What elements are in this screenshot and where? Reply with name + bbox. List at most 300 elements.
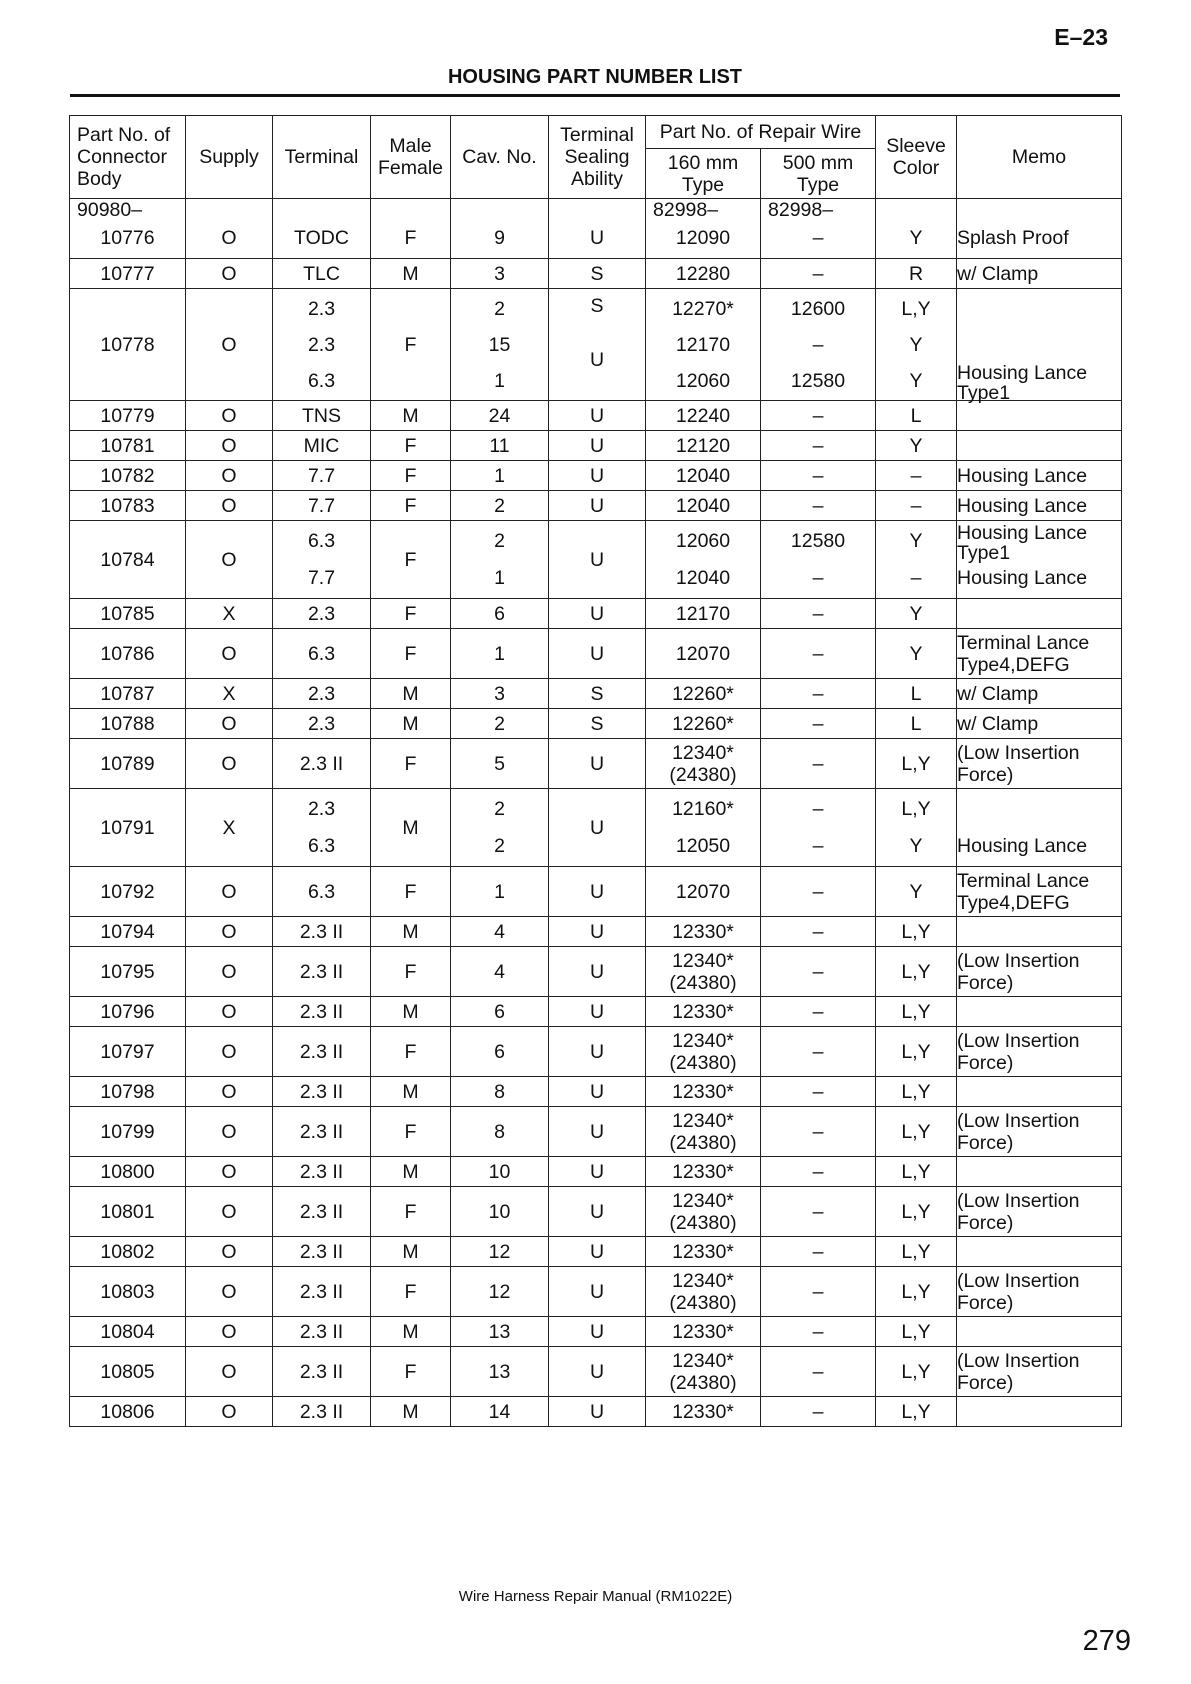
cell-terminal-value: 2.3 II bbox=[299, 1120, 344, 1143]
cell-sealing: U bbox=[549, 1347, 646, 1397]
cell-male-female: F bbox=[371, 1027, 451, 1077]
cell-terminal bbox=[273, 1317, 371, 1347]
cell-supply: O bbox=[186, 521, 273, 599]
header-memo: Memo bbox=[957, 116, 1122, 199]
cell-wire-500 bbox=[761, 917, 876, 947]
cell-wire-160 bbox=[646, 521, 761, 599]
cell-memo bbox=[957, 1027, 1122, 1077]
cell-part-no: 10804 bbox=[70, 1317, 186, 1347]
cell-memo bbox=[957, 401, 1122, 431]
cell-sleeve-value: L,Y bbox=[901, 920, 931, 943]
cell-wire-500-prefix: 82998– bbox=[768, 199, 834, 221]
header-male-female: Male Female bbox=[371, 116, 451, 199]
cell-wire-160-value: 12050 bbox=[675, 834, 731, 857]
cell-terminal-value: 6.3 bbox=[307, 834, 336, 857]
cell-cav-no-value: 14 bbox=[488, 1400, 511, 1423]
cell-memo-value bbox=[957, 327, 1107, 363]
cell-memo-value: Housing Lance bbox=[957, 834, 1088, 857]
cell-terminal-value: MIC bbox=[303, 434, 340, 457]
cell-wire-160 bbox=[646, 599, 761, 629]
cell-part-no: 10788 bbox=[70, 709, 186, 739]
cell-male-female: F bbox=[371, 1187, 451, 1237]
cell-terminal bbox=[273, 739, 371, 789]
cell-cav-no bbox=[451, 739, 549, 789]
cell-wire-160-value: 12040 bbox=[675, 566, 731, 589]
cell-supply: O bbox=[186, 739, 273, 789]
table-row bbox=[70, 1157, 1122, 1187]
cell-sleeve bbox=[876, 599, 957, 629]
cell-sleeve bbox=[876, 1347, 957, 1397]
cell-cav-no-value: 1 bbox=[494, 464, 505, 487]
cell-wire-160 bbox=[646, 917, 761, 947]
cell-sleeve-value: L,Y bbox=[901, 1080, 931, 1103]
cell-cav-no bbox=[451, 1237, 549, 1267]
cell-sealing: U bbox=[549, 947, 646, 997]
cell-sleeve bbox=[876, 521, 957, 599]
cell-supply: O bbox=[186, 629, 273, 679]
cell-wire-500 bbox=[761, 867, 876, 917]
cell-terminal bbox=[273, 1107, 371, 1157]
cell-wire-500-value: – bbox=[812, 1040, 824, 1063]
cell-sleeve-value: L,Y bbox=[901, 1320, 931, 1343]
cell-sleeve bbox=[876, 1267, 957, 1317]
cell-supply: X bbox=[186, 789, 273, 867]
cell-male-female: F bbox=[371, 629, 451, 679]
cell-terminal-value: 2.3 II bbox=[299, 1400, 344, 1423]
cell-wire-500 bbox=[761, 521, 876, 599]
cell-cav-no bbox=[451, 679, 549, 709]
cell-memo-value: Splash Proof bbox=[957, 227, 1069, 249]
cell-sealing: U bbox=[549, 1237, 646, 1267]
cell-cav-no bbox=[451, 431, 549, 461]
cell-male-female: F bbox=[371, 867, 451, 917]
cell-cav-no bbox=[451, 947, 549, 997]
cell-sleeve bbox=[876, 1027, 957, 1077]
cell-sealing: S bbox=[549, 709, 646, 739]
cell-sleeve bbox=[876, 491, 957, 521]
cell-wire-500 bbox=[761, 1237, 876, 1267]
cell-wire-160-value: 12340* (24380) bbox=[669, 1109, 737, 1154]
cell-sleeve bbox=[876, 1107, 957, 1157]
cell-part-no: 10803 bbox=[70, 1267, 186, 1317]
cell-memo bbox=[957, 1267, 1122, 1317]
cell-memo bbox=[957, 629, 1122, 679]
cell-wire-500 bbox=[761, 789, 876, 867]
cell-cav-no-value: 5 bbox=[494, 752, 505, 775]
cell-part-no-value: 10776 bbox=[100, 227, 155, 249]
cell-male-female: F bbox=[371, 461, 451, 491]
cell-terminal-value: 2.3 bbox=[307, 297, 336, 320]
cell-cav-no-value: 11 bbox=[489, 434, 510, 457]
cell-sealing: S bbox=[549, 679, 646, 709]
cell-wire-500-value: – bbox=[812, 1280, 824, 1303]
cell-cav-no-value: 3 bbox=[494, 682, 505, 705]
cell-cav-no-value: 8 bbox=[494, 1080, 505, 1103]
cell-memo bbox=[957, 491, 1122, 521]
cell-male-female: M bbox=[371, 1157, 451, 1187]
cell-terminal-value: 2.3 II bbox=[299, 1200, 344, 1223]
cell-memo bbox=[957, 1077, 1122, 1107]
cell-part-no: 10805 bbox=[70, 1347, 186, 1397]
cell-terminal bbox=[273, 789, 371, 867]
cell-cav-no bbox=[451, 629, 549, 679]
cell-memo bbox=[957, 431, 1122, 461]
cell-wire-500 bbox=[761, 947, 876, 997]
table-row bbox=[70, 1267, 1122, 1317]
page-title: HOUSING PART NUMBER LIST bbox=[447, 66, 743, 88]
cell-cav-no bbox=[451, 1397, 549, 1427]
cell-wire-160-value: 12160* bbox=[672, 797, 734, 820]
cell-sleeve bbox=[876, 629, 957, 679]
cell-sleeve-value: L bbox=[910, 712, 922, 735]
cell-sealing bbox=[549, 199, 646, 259]
cell-cav-no bbox=[451, 1027, 549, 1077]
cell-terminal-value: 7.7 bbox=[307, 566, 336, 589]
cell-wire-500-value: – bbox=[812, 682, 824, 705]
header-wire-500: 500 mm Type bbox=[761, 149, 876, 199]
cell-sleeve bbox=[876, 679, 957, 709]
cell-wire-160-value: 12330* bbox=[672, 920, 734, 943]
cell-cav-no-value: 8 bbox=[494, 1120, 505, 1143]
cell-supply: O bbox=[186, 461, 273, 491]
cell-wire-500-value: – bbox=[812, 333, 824, 356]
cell-memo-value: (Low Insertion Force) bbox=[957, 1269, 1080, 1314]
cell-supply: O bbox=[186, 997, 273, 1027]
cell-male-female: M bbox=[371, 1317, 451, 1347]
cell-wire-500-value: – bbox=[812, 1240, 824, 1263]
cell-memo bbox=[957, 679, 1122, 709]
cell-part-no: 10784 bbox=[70, 521, 186, 599]
cell-memo-value: (Low Insertion Force) bbox=[957, 1109, 1080, 1154]
cell-supply: O bbox=[186, 1107, 273, 1157]
cell-part-no: 10794 bbox=[70, 917, 186, 947]
cell-wire-500 bbox=[761, 1317, 876, 1347]
cell-wire-500 bbox=[761, 739, 876, 789]
cell-male-female: F bbox=[371, 521, 451, 599]
cell-terminal-value: 2.3 bbox=[307, 712, 336, 735]
cell-memo bbox=[957, 917, 1122, 947]
cell-wire-500-value: – bbox=[812, 1160, 824, 1183]
cell-supply: O bbox=[186, 401, 273, 431]
cell-sealing: U bbox=[549, 1397, 646, 1427]
cell-cav-no-value: 6 bbox=[494, 1000, 505, 1023]
cell-memo bbox=[957, 709, 1122, 739]
cell-sleeve-value: L,Y bbox=[901, 1000, 931, 1023]
cell-wire-160 bbox=[646, 867, 761, 917]
cell-terminal-value: TNS bbox=[302, 404, 341, 427]
table-row bbox=[70, 789, 1122, 867]
cell-terminal-value: 2.3 II bbox=[299, 1160, 344, 1183]
cell-sleeve-value: – bbox=[910, 494, 922, 517]
cell-memo-value: Terminal Lance Type4,DEFG bbox=[957, 869, 1090, 914]
cell-terminal bbox=[273, 1397, 371, 1427]
cell-sealing-value: U bbox=[589, 227, 605, 249]
cell-sealing: U bbox=[549, 789, 646, 867]
cell-wire-160 bbox=[646, 1027, 761, 1077]
cell-male-female: F bbox=[371, 1347, 451, 1397]
cell-wire-160-value: 12340* (24380) bbox=[669, 1349, 737, 1394]
cell-sealing: U bbox=[549, 867, 646, 917]
cell-sleeve-value: L,Y bbox=[901, 1160, 931, 1183]
cell-memo bbox=[957, 1347, 1122, 1397]
cell-wire-160-value: 12040 bbox=[675, 464, 731, 487]
cell-wire-500-value: – bbox=[812, 1320, 824, 1343]
cell-wire-160-value: 12090 bbox=[675, 227, 731, 249]
cell-wire-160 bbox=[646, 1267, 761, 1317]
cell-wire-160-value: 12260* bbox=[672, 712, 734, 735]
cell-memo bbox=[957, 259, 1122, 289]
cell-sleeve-value: Y bbox=[909, 227, 923, 249]
cell-wire-160 bbox=[646, 997, 761, 1027]
cell-cav-no bbox=[451, 789, 549, 867]
cell-terminal bbox=[273, 867, 371, 917]
table-row bbox=[70, 259, 1122, 289]
cell-wire-160 bbox=[646, 1347, 761, 1397]
cell-wire-160-value: 12330* bbox=[672, 1240, 734, 1263]
cell-memo bbox=[957, 947, 1122, 997]
cell-cav-no-value: 13 bbox=[488, 1360, 511, 1383]
cell-supply: O bbox=[186, 917, 273, 947]
header-sealing: Terminal Sealing Ability bbox=[549, 116, 646, 199]
cell-terminal-value: 2.3 bbox=[307, 682, 336, 705]
cell-wire-500 bbox=[761, 259, 876, 289]
cell-wire-500 bbox=[761, 1397, 876, 1427]
cell-wire-160-value: 12170 bbox=[675, 333, 731, 356]
header-terminal: Terminal bbox=[273, 116, 371, 199]
cell-part-no: 10789 bbox=[70, 739, 186, 789]
cell-wire-500 bbox=[761, 401, 876, 431]
cell-terminal bbox=[273, 289, 371, 401]
cell-part-no: 10779 bbox=[70, 401, 186, 431]
cell-supply: O bbox=[186, 289, 273, 401]
cell-supply: O bbox=[186, 1027, 273, 1077]
cell-memo-value: w/ Clamp bbox=[957, 682, 1039, 705]
cell-sealing: S bbox=[549, 259, 646, 289]
cell-wire-160 bbox=[646, 1107, 761, 1157]
cell-cav-no-value: 2 bbox=[494, 494, 505, 517]
cell-male-female: F bbox=[371, 1107, 451, 1157]
cell-memo-value bbox=[957, 791, 1107, 828]
cell-wire-500-value: – bbox=[812, 434, 824, 457]
table-row bbox=[70, 917, 1122, 947]
cell-terminal bbox=[273, 491, 371, 521]
cell-terminal bbox=[273, 1187, 371, 1237]
cell-sleeve-value: L,Y bbox=[901, 1360, 931, 1383]
cell-male-female: F bbox=[371, 491, 451, 521]
header-sleeve: Sleeve Color bbox=[876, 116, 957, 199]
table-row bbox=[70, 461, 1122, 491]
cell-cav-no-value: 13 bbox=[488, 1320, 511, 1343]
table-row bbox=[70, 739, 1122, 789]
cell-terminal-value: 2.3 II bbox=[299, 1240, 344, 1263]
cell-memo-value: (Low Insertion Force) bbox=[957, 1349, 1080, 1394]
cell-sleeve-value: L,Y bbox=[901, 797, 931, 820]
cell-sleeve-value: Y bbox=[909, 434, 923, 457]
cell-male-female: M bbox=[371, 1237, 451, 1267]
table-row bbox=[70, 1187, 1122, 1237]
cell-wire-500-value: 12580 bbox=[790, 369, 846, 392]
cell-cav-no bbox=[451, 1347, 549, 1397]
cell-male-female: F bbox=[371, 599, 451, 629]
cell-wire-160 bbox=[646, 1317, 761, 1347]
cell-cav-no-value: 1 bbox=[494, 642, 505, 665]
cell-male-female: M bbox=[371, 997, 451, 1027]
cell-cav-no-value: 2 bbox=[494, 834, 505, 857]
cell-sleeve-value: L,Y bbox=[901, 1120, 931, 1143]
cell-wire-500-value: – bbox=[812, 834, 824, 857]
cell-sealing: U bbox=[549, 491, 646, 521]
cell-memo bbox=[957, 521, 1122, 599]
cell-wire-160 bbox=[646, 431, 761, 461]
cell-sealing: U bbox=[549, 997, 646, 1027]
cell-memo bbox=[957, 461, 1122, 491]
cell-terminal-value: 2.3 II bbox=[299, 1360, 344, 1383]
cell-terminal bbox=[273, 947, 371, 997]
cell-wire-160 bbox=[646, 259, 761, 289]
cell-memo-value bbox=[957, 291, 1107, 327]
cell-part-no: 10799 bbox=[70, 1107, 186, 1157]
cell-cav-no bbox=[451, 199, 549, 259]
cell-male-female: F bbox=[371, 1267, 451, 1317]
table-row bbox=[70, 867, 1122, 917]
cell-supply: O bbox=[186, 867, 273, 917]
cell-memo-value: w/ Clamp bbox=[957, 712, 1039, 735]
cell-part-no: 10800 bbox=[70, 1157, 186, 1187]
cell-terminal-value: 2.3 II bbox=[299, 1320, 344, 1343]
cell-terminal bbox=[273, 521, 371, 599]
cell-wire-160-value: 12330* bbox=[672, 1160, 734, 1183]
cell-memo-value: (Low Insertion Force) bbox=[957, 1189, 1080, 1234]
cell-terminal-value: 2.3 bbox=[307, 333, 336, 356]
cell-terminal-value: 2.3 II bbox=[299, 1080, 344, 1103]
cell-wire-500-value: – bbox=[812, 1360, 824, 1383]
cell-wire-500-value: – bbox=[812, 712, 824, 735]
cell-memo bbox=[957, 1397, 1122, 1427]
cell-terminal bbox=[273, 1347, 371, 1397]
table-row bbox=[70, 1397, 1122, 1427]
cell-wire-160-value: 12340* (24380) bbox=[669, 1029, 737, 1074]
cell-male-female: M bbox=[371, 401, 451, 431]
cell-male-female: F bbox=[371, 947, 451, 997]
cell-memo-value: (Low Insertion Force) bbox=[957, 1029, 1080, 1074]
cell-sleeve-value: L,Y bbox=[901, 752, 931, 775]
cell-sleeve-value: Y bbox=[909, 834, 923, 857]
cell-male-female: M bbox=[371, 1077, 451, 1107]
cell-cav-no-value: 15 bbox=[488, 333, 511, 356]
cell-wire-500 bbox=[761, 289, 876, 401]
title-divider bbox=[70, 94, 1120, 97]
cell-sleeve bbox=[876, 461, 957, 491]
footer-manual-title: Wire Harness Repair Manual (RM1022E) bbox=[458, 1588, 733, 1605]
cell-sealing: U bbox=[549, 1317, 646, 1347]
cell-sleeve-value: L,Y bbox=[901, 1200, 931, 1223]
cell-cav-no-value: 10 bbox=[488, 1160, 511, 1183]
cell-wire-160 bbox=[646, 199, 761, 259]
cell-terminal-value: 6.3 bbox=[307, 369, 336, 392]
cell-memo bbox=[957, 1107, 1122, 1157]
cell-sleeve bbox=[876, 1187, 957, 1237]
table-row bbox=[70, 1347, 1122, 1397]
cell-part-no: 10782 bbox=[70, 461, 186, 491]
cell-memo bbox=[957, 739, 1122, 789]
cell-part-no-prefix: 90980– bbox=[77, 199, 143, 221]
cell-supply: O bbox=[186, 1187, 273, 1237]
cell-wire-500-value: – bbox=[812, 262, 824, 285]
cell-sealing: U bbox=[549, 917, 646, 947]
cell-supply: X bbox=[186, 599, 273, 629]
cell-cav-no bbox=[451, 401, 549, 431]
cell-male-female bbox=[371, 199, 451, 259]
cell-sleeve-value: L,Y bbox=[901, 960, 931, 983]
cell-cav-no bbox=[451, 1187, 549, 1237]
header-wire-160: 160 mm Type bbox=[646, 149, 761, 199]
cell-wire-160 bbox=[646, 1397, 761, 1427]
cell-terminal bbox=[273, 461, 371, 491]
cell-terminal-value: 2.3 bbox=[307, 602, 336, 625]
cell-sleeve bbox=[876, 789, 957, 867]
cell-memo-value: Housing Lance bbox=[957, 464, 1088, 487]
cell-sleeve bbox=[876, 867, 957, 917]
cell-wire-500-value: – bbox=[812, 642, 824, 665]
cell-sleeve-value: Y bbox=[909, 333, 923, 356]
cell-sealing bbox=[549, 289, 646, 401]
cell-terminal-value: 2.3 II bbox=[299, 1040, 344, 1063]
cell-terminal-value: 2.3 bbox=[307, 797, 336, 820]
header-supply: Supply bbox=[186, 116, 273, 199]
cell-wire-500 bbox=[761, 599, 876, 629]
table-row bbox=[70, 491, 1122, 521]
cell-terminal bbox=[273, 709, 371, 739]
cell-part-no: 10787 bbox=[70, 679, 186, 709]
cell-wire-160-prefix: 82998– bbox=[653, 199, 719, 221]
cell-sleeve-value: R bbox=[908, 262, 924, 285]
cell-terminal bbox=[273, 679, 371, 709]
cell-terminal bbox=[273, 599, 371, 629]
cell-sleeve-value: L bbox=[910, 682, 922, 705]
cell-cav-no-value: 12 bbox=[488, 1240, 511, 1263]
cell-wire-160-value: 12330* bbox=[672, 1400, 734, 1423]
cell-memo-value: w/ Clamp bbox=[957, 262, 1039, 285]
cell-memo-value: (Low Insertion Force) bbox=[957, 949, 1080, 994]
cell-part-no: 10778 bbox=[70, 289, 186, 401]
cell-male-female: M bbox=[371, 709, 451, 739]
cell-wire-500-value: – bbox=[812, 920, 824, 943]
cell-cav-no-value: 2 bbox=[494, 529, 505, 552]
cell-memo bbox=[957, 599, 1122, 629]
cell-sealing: U bbox=[549, 431, 646, 461]
table-row bbox=[70, 679, 1122, 709]
cell-supply: O bbox=[186, 1077, 273, 1107]
table-row bbox=[70, 1027, 1122, 1077]
housing-part-table bbox=[69, 115, 1122, 1427]
cell-wire-160-value: 12170 bbox=[675, 602, 731, 625]
cell-cav-no bbox=[451, 867, 549, 917]
cell-terminal bbox=[273, 1237, 371, 1267]
cell-wire-500-value: – bbox=[812, 602, 824, 625]
cell-terminal bbox=[273, 1077, 371, 1107]
table-row bbox=[70, 289, 1122, 401]
cell-wire-500-value: 12580 bbox=[790, 529, 846, 552]
cell-terminal-value: 2.3 II bbox=[299, 960, 344, 983]
cell-wire-500-value: – bbox=[812, 1120, 824, 1143]
table-row bbox=[70, 997, 1122, 1027]
cell-wire-500 bbox=[761, 199, 876, 259]
cell-sleeve-value: L,Y bbox=[901, 1240, 931, 1263]
table-row bbox=[70, 1107, 1122, 1157]
section-code: E–23 bbox=[1054, 24, 1108, 50]
cell-wire-500 bbox=[761, 1267, 876, 1317]
cell-sleeve bbox=[876, 1077, 957, 1107]
